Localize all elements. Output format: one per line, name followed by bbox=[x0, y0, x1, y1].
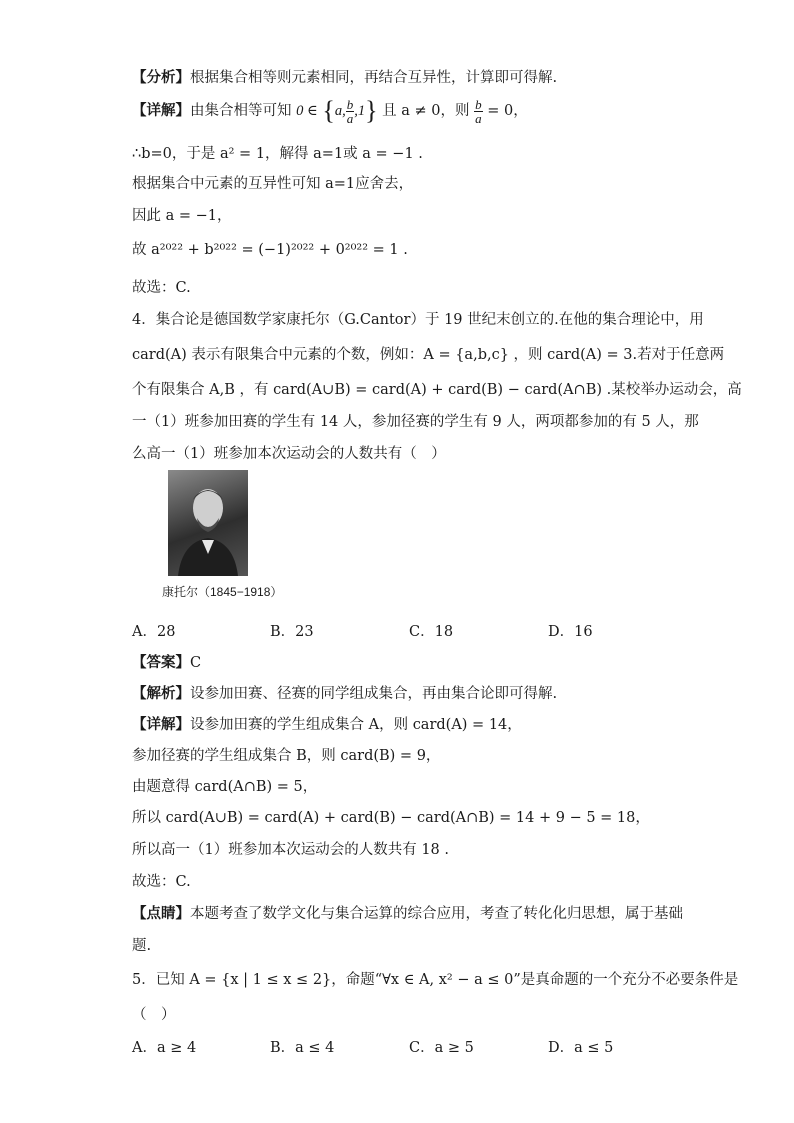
analysis2-line bbox=[132, 682, 557, 703]
comment-line-2: 题. bbox=[132, 938, 152, 954]
cantor-figure bbox=[160, 468, 283, 608]
analysis-line bbox=[132, 66, 557, 87]
fraction-denominator: a bbox=[346, 110, 354, 126]
detail2-line-3: 由题意得 card(A∩B) = 5， bbox=[132, 779, 318, 795]
detail2-line-1 bbox=[132, 713, 522, 734]
analysis-label: 【分析】 bbox=[132, 69, 190, 86]
q5-paragraph-2: （ ） bbox=[132, 1007, 176, 1023]
detail-line-2: ∴b=0，于是 a² = 1，解得 a=1或 a = −1 . bbox=[132, 146, 423, 162]
detail2-label: 【详解】 bbox=[132, 716, 190, 733]
fraction-b-over-a-2 bbox=[474, 98, 483, 125]
cantor-portrait bbox=[168, 470, 248, 576]
detail2-line-4: 所以 card(A∪B) = card(A) + card(B) − card(A∩B) = 14 + 9 − 5 = 18， bbox=[132, 810, 650, 826]
answer-line bbox=[132, 651, 201, 672]
q4-option-b: B．23 bbox=[270, 624, 314, 640]
q4-paragraph-5: 么高一（1）班参加本次运动会的人数共有（ ） bbox=[132, 446, 446, 462]
q4-option-a: A．28 bbox=[132, 624, 176, 640]
detail-line-4: 因此 a = −1， bbox=[132, 208, 232, 224]
q5-option-b: B．a ≤ 4 bbox=[270, 1040, 335, 1056]
detail2-choice: 故选：C. bbox=[132, 874, 191, 890]
photo-caption: 康托尔（1845−1918） bbox=[162, 585, 283, 599]
detail-1-a: 由集合相等可知 bbox=[190, 103, 292, 119]
q5-option-a: A．a ≥ 4 bbox=[132, 1040, 197, 1056]
q4-paragraph-1: 4．集合论是德国数学家康托尔（G.Cantor）于 19 世纪末创立的.在他的集合理论中，用 bbox=[132, 312, 704, 328]
portrait-illustration bbox=[168, 470, 248, 576]
detail2-text-1: 设参加田赛的学生组成集合 A，则 card(A) = 14， bbox=[190, 717, 522, 733]
detail-1-c: 且 a ≠ 0，则 bbox=[382, 103, 470, 119]
analysis2-text: 设参加田赛、径赛的同学组成集合，再由集合论即可得解. bbox=[190, 686, 558, 702]
detail-1-b: 0 ∈ bbox=[296, 103, 318, 119]
detail-line-5: 故 a²⁰²² + b²⁰²² = (−1)²⁰²² + 0²⁰²² = 1 . bbox=[132, 242, 408, 258]
answer-label: 【答案】 bbox=[132, 654, 190, 671]
q4-option-c: C．18 bbox=[409, 624, 454, 640]
q4-option-d: D．16 bbox=[548, 624, 593, 640]
detail-1-d: = 0， bbox=[487, 103, 528, 119]
analysis2-label: 【解析】 bbox=[132, 685, 190, 702]
detail2-line-5: 所以高一（1）班参加本次运动会的人数共有 18 . bbox=[132, 842, 450, 858]
detail-1-set-a: a, bbox=[334, 103, 346, 119]
comment-text: 本题考查了数学文化与集合运算的综合应用，考查了转化化归思想，属于基础 bbox=[190, 906, 683, 922]
fraction-b-over-a bbox=[346, 98, 355, 125]
comment-label: 【点睛】 bbox=[132, 905, 190, 922]
comment-line bbox=[132, 902, 683, 923]
analysis-text: 根据集合相等则元素相同，再结合互异性，计算即可得解. bbox=[190, 70, 558, 86]
choice-line: 故选：C. bbox=[132, 280, 191, 296]
answer-value: C bbox=[190, 655, 202, 671]
fraction-numerator: b bbox=[475, 96, 482, 112]
detail2-line-2: 参加径赛的学生组成集合 B，则 card(B) = 9， bbox=[132, 748, 441, 764]
q4-paragraph-4: 一（1）班参加田赛的学生有 14 人，参加径赛的学生有 9 人，两项都参加的有 5 人，那 bbox=[132, 414, 699, 430]
fraction-denominator: a bbox=[475, 110, 482, 126]
q4-paragraph-2: card(A) 表示有限集合中元素的个数，例如：A = {a,b,c} ，则 card(A) = 3.若对于任意两 bbox=[132, 347, 725, 363]
set-open-brace: { bbox=[322, 96, 335, 125]
set-close-brace: } bbox=[365, 96, 378, 125]
q5-option-c: C．a ≥ 5 bbox=[409, 1040, 474, 1056]
detail-1-set-c: ,1 bbox=[354, 103, 366, 119]
q5-paragraph-1: 5．已知 A = {x | 1 ≤ x ≤ 2}，命题“∀x ∈ A, x² − a ≤ 0”是真命题的一个充分不必要条件是 bbox=[132, 972, 739, 988]
detail-label: 【详解】 bbox=[132, 102, 190, 119]
fraction-numerator: b bbox=[346, 96, 354, 112]
q5-option-d: D．a ≤ 5 bbox=[548, 1040, 614, 1056]
detail-line-3: 根据集合中元素的互异性可知 a=1应舍去， bbox=[132, 176, 414, 192]
detail-line-1 bbox=[132, 96, 528, 126]
q4-paragraph-3: 个有限集合 A,B ，有 card(A∪B) = card(A) + card(B) − card(A∩B) .某校举办运动会，高 bbox=[132, 382, 742, 398]
